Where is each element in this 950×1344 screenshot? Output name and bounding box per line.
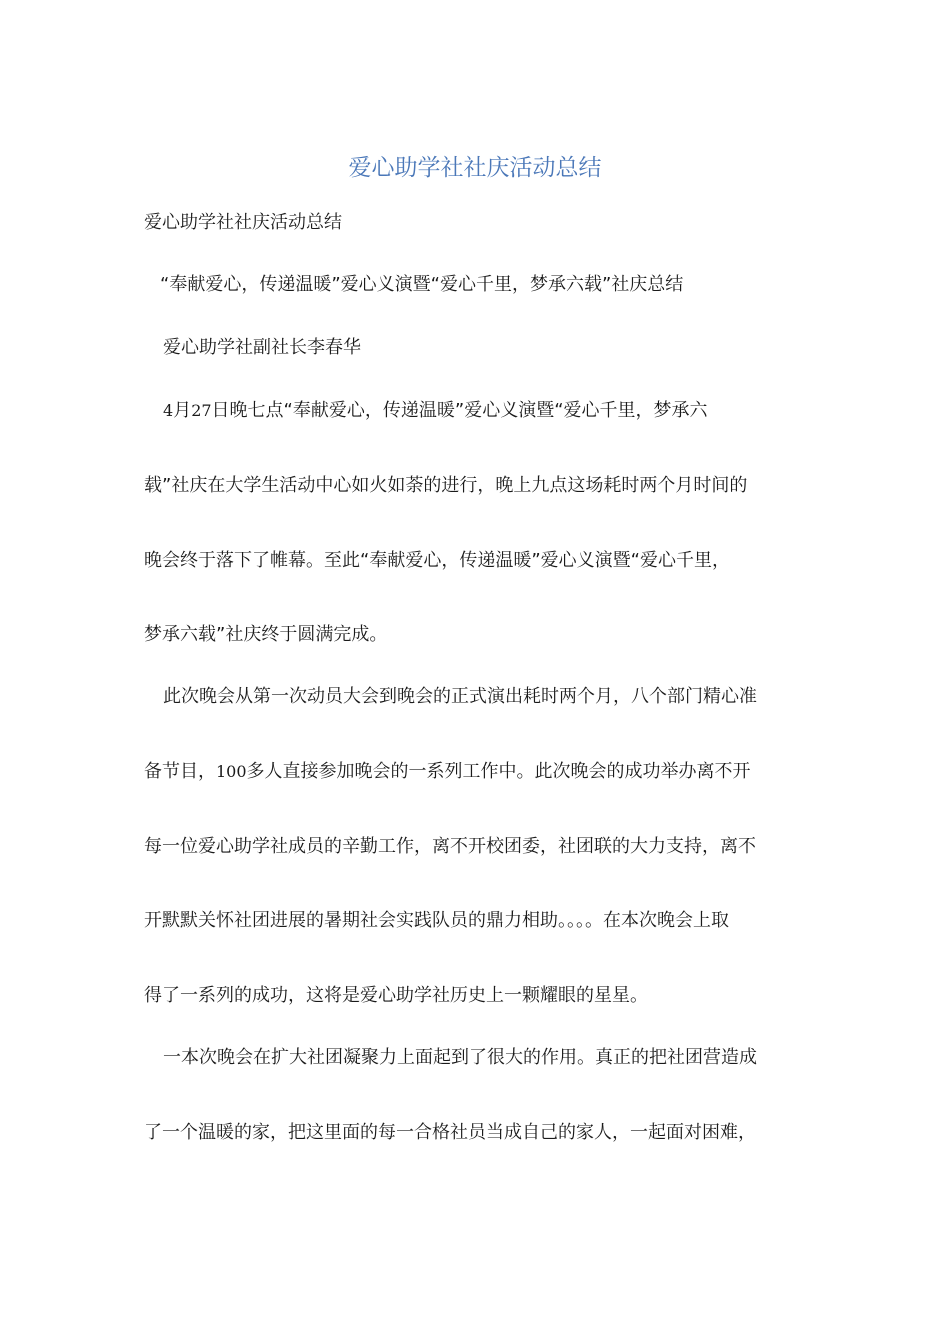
paragraph-1-line-3: 晚会终于落下了帷幕。至此“奉献爱心，传递温暖”爱心义演暨“爱心千里， xyxy=(144,550,730,571)
event-quote-line: “奉献爱心，传递温暖”爱心义演暨“爱心千里，梦承六载”社庆总结 xyxy=(160,274,684,295)
date-month-number: 4 xyxy=(163,401,174,420)
text-segment: 日晚七点“奉献爱心，传递温暖”爱心义演暨“爱心千里，梦承六 xyxy=(211,400,708,421)
participant-count-number: 100 xyxy=(216,762,247,781)
paragraph-1-line-1 xyxy=(163,396,708,426)
paragraph-2-line-4: 开默默关怀社团进展的暑期社会实践队员的鼎力相助。。。。在本次晚会上取 xyxy=(144,910,729,931)
document-title: 爱心助学社社庆活动总结 xyxy=(348,155,602,181)
author-line: 爱心助学社副社长李春华 xyxy=(163,337,361,358)
paragraph-3-line-1: 一本次晚会在扩大社团凝聚力上面起到了很大的作用。真正的把社团营造成 xyxy=(163,1047,757,1068)
date-day-number: 27 xyxy=(191,401,212,420)
paragraph-3-line-2: 了一个温暖的家，把这里面的每一合格社员当成自己的家人，一起面对困难， xyxy=(144,1122,756,1143)
text-segment: 月 xyxy=(173,400,192,421)
text-segment: 多人直接参加晚会的一系列工作中。此次晚会的成功举办离不开 xyxy=(246,761,751,782)
paragraph-2-line-5: 得了一系列的成功，这将是爱心助学社历史上一颗耀眼的星星。 xyxy=(144,985,648,1006)
paragraph-1-line-4: 梦承六载”社庆终于圆满完成。 xyxy=(144,624,388,645)
document-subheading: 爱心助学社社庆活动总结 xyxy=(144,212,342,233)
paragraph-2-line-3: 每一位爱心助学社成员的辛勤工作，离不开校团委，社团联的大力支持，离不 xyxy=(144,836,756,857)
text-segment: 备节目， xyxy=(144,761,216,782)
paragraph-1-line-2: 载”社庆在大学生活动中心如火如荼的进行，晚上九点这场耗时两个月时间的 xyxy=(144,475,748,496)
paragraph-2-line-2 xyxy=(144,757,751,787)
paragraph-2-line-1: 此次晚会从第一次动员大会到晚会的正式演出耗时两个月，八个部门精心准 xyxy=(163,686,757,707)
